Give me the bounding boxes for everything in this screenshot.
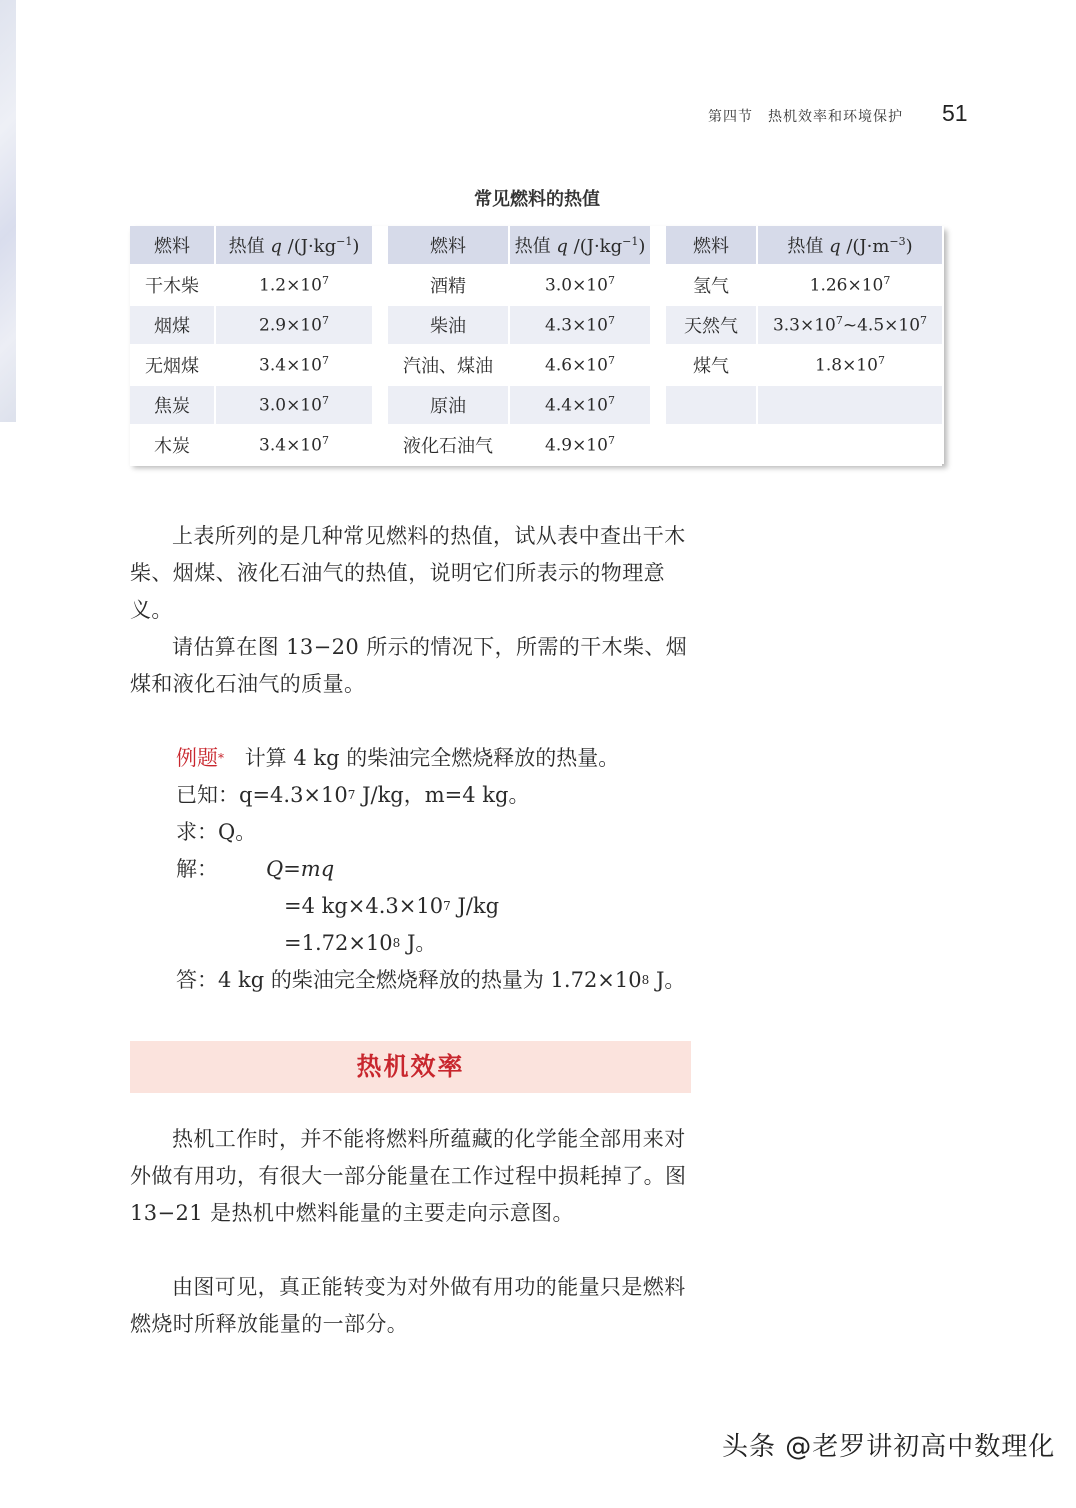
cell-fuel: 氢气 (666, 266, 756, 306)
page-edge-decoration (0, 0, 16, 422)
table-row (130, 346, 942, 386)
cell-fuel: 焦炭 (130, 386, 214, 426)
cell-value: $4.3\times 10^7$ (508, 306, 650, 346)
fuel-table (130, 226, 942, 466)
page-number: 51 (942, 100, 968, 126)
example-problem: 计算 4 kg 的柴油完全燃烧释放的热量。 (244, 746, 620, 770)
header-value-1: 热值 q $/(J\cdot kg^{-1})$ (214, 226, 372, 266)
example-ask: 求：Q。 (176, 820, 257, 844)
cell-value (756, 386, 942, 426)
table-row (130, 266, 942, 306)
cell-value: $3.4\times 10^7$ (214, 346, 372, 386)
paragraph-useful-work: 由图可见，真正能转变为对外做有用功的能量只是燃料燃烧时所释放能量的一部分。 (130, 1275, 686, 1336)
cell-value: $3.0\times 10^7$ (214, 386, 372, 426)
cell-fuel (666, 386, 756, 426)
example-star: * (218, 751, 224, 765)
header-fuel-1: 燃料 (130, 226, 214, 266)
cell-fuel: 煤气 (666, 346, 756, 386)
paragraph-heat-engine: 热机工作时，并不能将燃料所蕴藏的化学能全部用来对外做有用功，有很大一部分能量在工作过程中损耗掉了。图 13−21 是热机中燃料能量的主要走向示意图。 (130, 1127, 687, 1225)
section-heading (130, 1041, 691, 1093)
cell-fuel: 干木柴 (130, 266, 214, 306)
example-solve-line2: =4 $kg\times 4.3\times 10^7$ J/kg (284, 894, 500, 918)
cell-fuel: 无烟煤 (130, 346, 214, 386)
paragraph-table-question: 上表所列的是几种常见燃料的热值，试从表中查出干木柴、烟煤、液化石油气的热值，说明它们所表示的物理意义。 (130, 524, 686, 622)
example-title-row (176, 740, 685, 777)
cell-value (756, 426, 942, 466)
cell-value: $4.6\times 10^7$ (508, 346, 650, 386)
header-value-3: 热值 q $/(J\cdot m^{-3})$ (756, 226, 942, 266)
header-fuel-3: 燃料 (666, 226, 756, 266)
table-caption: 常见燃料的热值 (474, 189, 600, 210)
cell-fuel: 柴油 (388, 306, 508, 346)
cell-value: $1.26\times 10^7$ (756, 266, 942, 306)
table-header-row (130, 226, 942, 266)
cell-value: $1.2\times 10^7$ (214, 266, 372, 306)
cell-value: $2.9\times 10^7$ (214, 306, 372, 346)
header-value-2: 热值 q $/(J\cdot kg^{-1})$ (508, 226, 650, 266)
cell-fuel: 木炭 (130, 426, 214, 466)
section-title: 热机效率 (356, 1052, 465, 1081)
cell-value: $4.9\times 10^7$ (508, 426, 650, 466)
worked-example (176, 740, 685, 999)
watermark: 头条 @老罗讲初高中数理化 (722, 1432, 1056, 1462)
fuel-heat-value-table (130, 226, 944, 464)
cell-value: $3.3\times 10^7\sim 4.5\times 10^7$ (756, 306, 942, 346)
cell-value: $3.0\times 10^7$ (508, 266, 650, 306)
cell-fuel (666, 426, 756, 466)
table-row (130, 306, 942, 346)
cell-value: $1.8\times 10^7$ (756, 346, 942, 386)
header-fuel-2: 燃料 (388, 226, 508, 266)
cell-value: $3.4\times 10^7$ (214, 426, 372, 466)
example-answer: 答：4 kg 的柴油完全燃烧释放的热量为 $1.72\times 10^8$ J。 (176, 968, 686, 992)
running-head: 第四节 热机效率和环境保护 (708, 109, 903, 125)
paragraph-estimate-question: 请估算在图 13−20 所示的情况下，所需的干木柴、烟煤和液化石油气的质量。 (130, 635, 688, 696)
cell-fuel: 天然气 (666, 306, 756, 346)
cell-fuel: 烟煤 (130, 306, 214, 346)
example-solve-line3: $=1.72\times 10^8$ J。 (284, 931, 437, 955)
example-known: 已知：$q=4.3\times 10^7$ J/kg，m=4 kg。 (176, 783, 530, 807)
example-solve-line1: 解： Q=mq (176, 857, 335, 881)
cell-fuel: 酒精 (388, 266, 508, 306)
table-row (130, 426, 942, 466)
cell-fuel: 液化石油气 (388, 426, 508, 466)
cell-value: $4.4\times 10^7$ (508, 386, 650, 426)
table-row (130, 386, 942, 426)
example-title: 例题 (176, 746, 218, 770)
cell-fuel: 汽油、煤油 (388, 346, 508, 386)
cell-fuel: 原油 (388, 386, 508, 426)
